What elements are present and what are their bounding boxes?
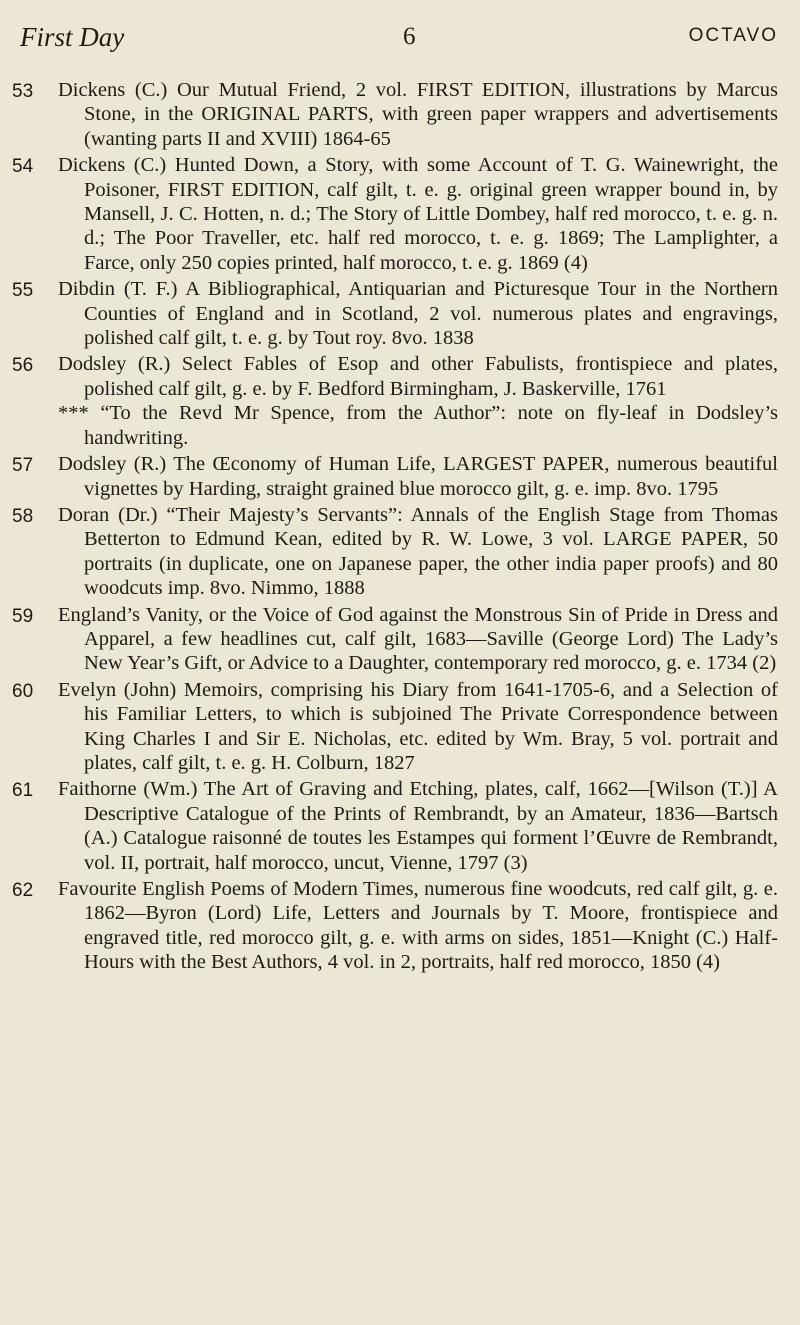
lot-number: 58 — [12, 505, 34, 527]
lot-entry — [0, 777, 800, 875]
lot-entry — [0, 277, 800, 350]
lot-entry — [0, 603, 800, 676]
sale-day-title: First Day — [20, 22, 125, 52]
format-heading: OCTAVO — [688, 25, 778, 46]
lot-entry — [0, 153, 800, 275]
lot-description: Dodsley (R.) Select Fables of Esop and other Fabulists, frontispiece and plates, polished calf gilt, g. e. by F. Bedford Birmingham, J. Baskerville, 1761 — [58, 353, 778, 400]
lot-description: Dickens (C.) Our Mutual Friend, 2 vol. FIRST EDITION, illustrations by Marcus Stone, in the ORIGINAL PARTS, with green paper wrappers and advertisements (wanting parts II and XVIII) 1864-65 — [58, 79, 778, 150]
lot-entry — [0, 78, 800, 151]
lot-number: 56 — [12, 355, 34, 377]
lot-number: 57 — [12, 455, 34, 477]
lot-number: 62 — [12, 880, 34, 901]
lot-entry — [0, 503, 800, 601]
lot-description: Dibdin (T. F.) A Bibliographical, Antiquarian and Picturesque Tour in the Northern Counties of England and in Scotland, 2 vol. numerous plates and engravings, polished calf gilt, t. e. g. by Tout roy. 8vo. 1838 — [58, 278, 778, 350]
page-header — [20, 22, 778, 56]
lot-description: Faithorne (Wm.) The Art of Graving and Etching, plates, calf, 1662—[Wilson (T.)] A Descriptive Catalogue of the Prints of Rembrandt, by an Amateur, 1836—Bartsch (A.) Catalogue raisonné de toutes les Estampes qui forment l’Œuvre de Rembrandt, vol. II, portrait, half morocco, uncut, Vienne, 1797 (3) — [58, 778, 778, 874]
lot-number: 54 — [12, 156, 34, 178]
lot-number: 55 — [12, 280, 34, 302]
lot-number: 53 — [12, 81, 34, 102]
lot-list — [0, 78, 800, 975]
lot-number: 61 — [12, 780, 34, 802]
lot-description: England’s Vanity, or the Voice of God against the Monstrous Sin of Pride in Dress and Apparel, a few headlines cut, calf gilt, 1683—Saville (George Lord) The Lady’s New Year’s Gift, or Advice to a Daughter, contemporary red morocco, g. e. 1734 (2) — [58, 603, 778, 675]
lot-description: Evelyn (John) Memoirs, comprising his Diary from 1641-1705-6, and a Selection of his Familiar Letters, to which is subjoined The Private Correspondence between King Charles I and Sir E. Nicholas, etc. edited by Wm. Bray, 5 vol. portrait and plates, calf gilt, t. e. g. H. Colburn, 1827 — [58, 678, 778, 774]
lot-description: Doran (Dr.) “Their Majesty’s Servants”: Annals of the English Stage from Thomas Betterton to Edmund Kean, edited by R. W. Lowe, 3 vol. LARGE PAPER, 50 portraits (in duplicate, one on Japanese paper, the other india paper proofs) and 80 woodcuts imp. 8vo. Nimmo, 1888 — [58, 503, 778, 600]
lot-entry — [0, 352, 800, 450]
lot-description: Dickens (C.) Hunted Down, a Story, with some Account of T. G. Wainewright, the Poisoner, FIRST EDITION, calf gilt, t. e. g. original green wrapper bound in, by Mansell, J. C. Hotten, n. d.; The Story of Little Dombey, half red morocco, t. e. g. n. d.; The Poor Traveller, etc. half red morocco, t. e. g. 1869; The Lamplighter, a Farce, only 250 copies printed, half morocco, t. e. g. 1869 (4) — [58, 154, 778, 274]
lot-note: *** “To the Revd Mr Spence, from the Author”: note on fly-leaf in Dodsley’s handwriting. — [58, 402, 778, 449]
lot-entry — [0, 877, 800, 975]
lot-entry — [0, 452, 800, 501]
lot-number: 59 — [12, 605, 34, 627]
page-number: 6 — [403, 23, 416, 50]
lot-description: Dodsley (R.) The Œconomy of Human Life, LARGEST PAPER, numerous beautiful vignettes by Harding, straight grained blue morocco gilt, g. e. imp. 8vo. 1795 — [58, 453, 778, 500]
lot-entry — [0, 678, 800, 776]
lot-number: 60 — [12, 680, 34, 702]
lot-description: Favourite English Poems of Modern Times, numerous fine woodcuts, red calf gilt, g. e. 1862—Byron (Lord) Life, Letters and Journals by T. Moore, frontispiece and engraved title, red morocco gilt, g. e. with arms on sides, 1851—Knight (C.) Half-Hours with the Best Authors, 4 vol. in 2, portraits, half red morocco, 1850 (4) — [58, 878, 778, 974]
